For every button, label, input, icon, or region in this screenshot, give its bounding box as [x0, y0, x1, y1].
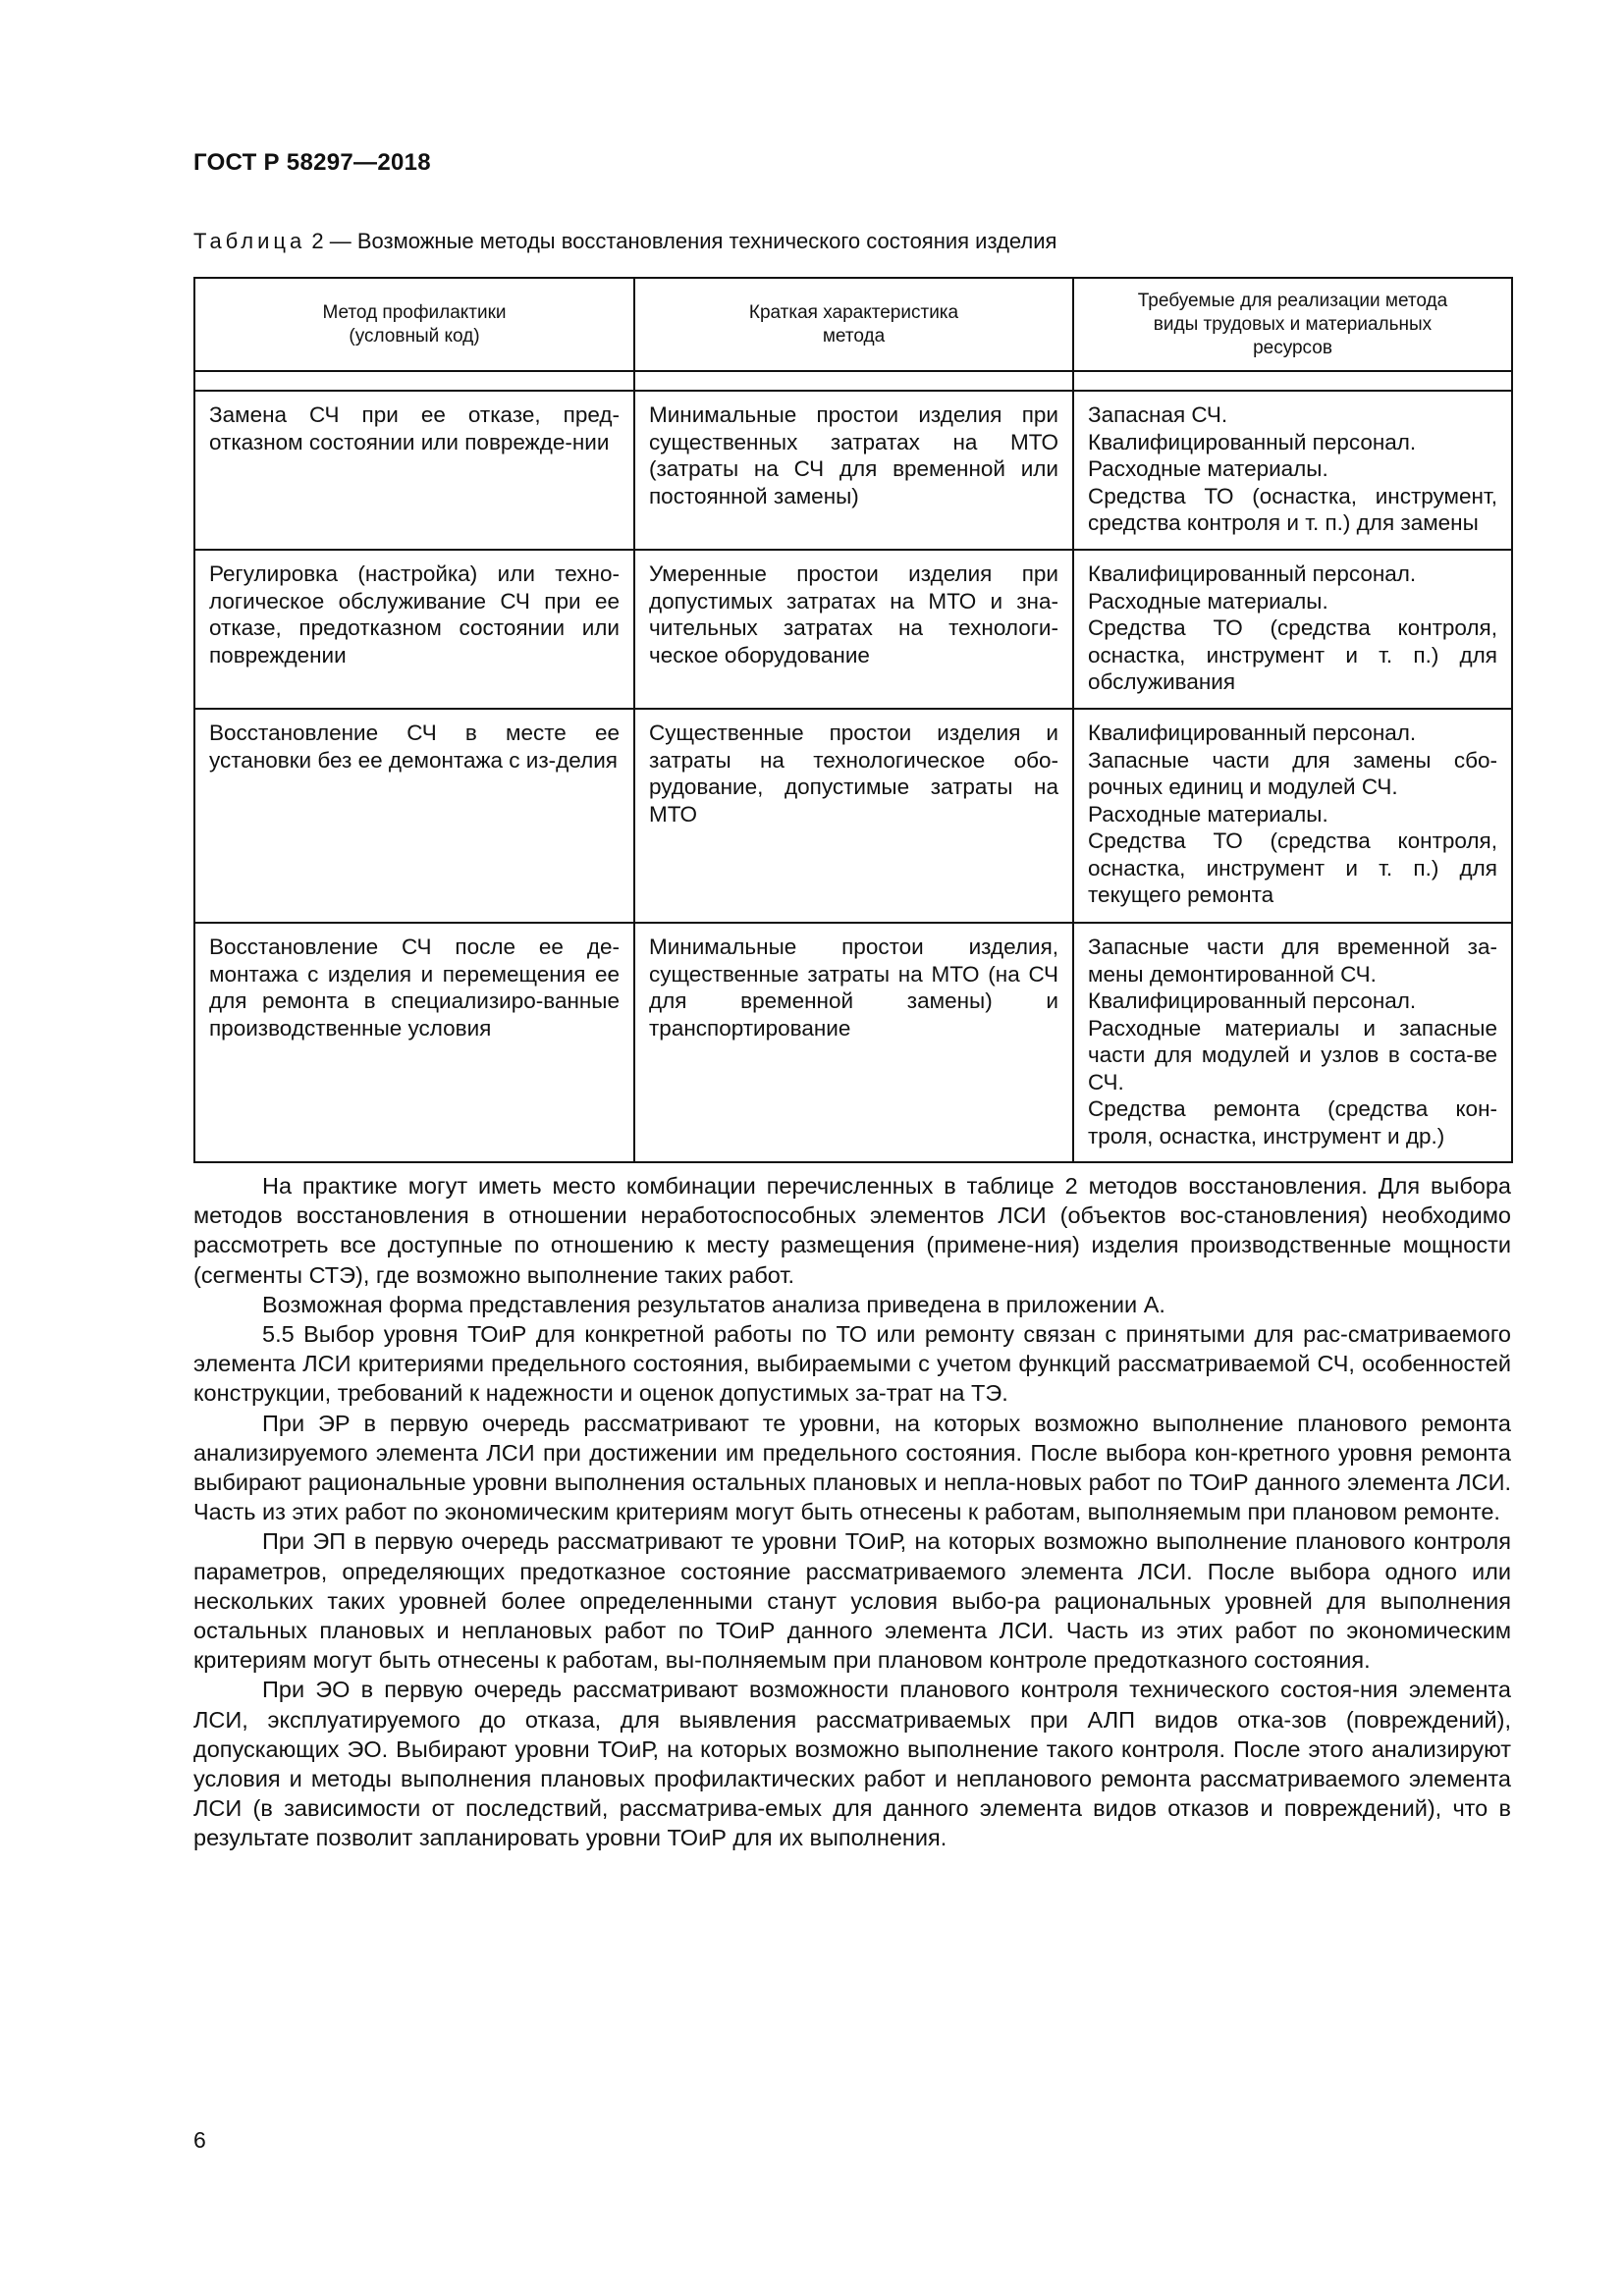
paragraph: 5.5 Выбор уровня ТОиР для конкретной работы по ТО или ремонту связан с принятыми для рас-сматриваемого элемента ЛСИ критериями предельного состояния, выбираемыми с учетом функций рассматриваемой СЧ, особенностей конструкции, требований к надежности и оценок допустимых за-трат на ТЭ.: [193, 1321, 1511, 1407]
standard-designation: ГОСТ Р 58297—2018: [193, 149, 431, 176]
resources-cell: [1073, 391, 1512, 550]
resource-item: Средства ремонта (средства кон-троля, оснастка, инструмент и др.): [1088, 1096, 1497, 1148]
page-number: 6: [193, 2127, 206, 2153]
resource-item: Запасная СЧ.: [1088, 402, 1228, 427]
resource-item: Запасные части для временной за-мены демонтированной СЧ.: [1088, 934, 1497, 987]
resource-item: Запасные части для замены сбо-рочных единиц и модулей СЧ.: [1088, 747, 1497, 799]
table-row: [194, 709, 1512, 923]
header-line: Требуемые для реализации метода: [1137, 290, 1448, 311]
resource-item: Квалифицированный персонал.: [1088, 429, 1417, 454]
method-cell: Замена СЧ при ее отказе, пред-отказном состоянии или поврежде-нии: [194, 391, 634, 550]
body-text: [193, 1171, 1511, 1853]
table-caption: [193, 229, 1056, 254]
resources-cell: [1073, 550, 1512, 709]
characteristic-cell: Минимальные простои изделия, существенные затраты на МТО (на СЧ для временной замены) и транспортирование: [634, 923, 1073, 1162]
header-line: ресурсов: [1253, 337, 1332, 358]
method-cell: Восстановление СЧ после ее де-монтажа с изделия и перемещения ее для ремонта в специализиро-ванные производственные условия: [194, 923, 634, 1162]
header-separator: [194, 371, 1512, 391]
header-line: (условный код): [349, 325, 480, 347]
method-cell: Регулировка (настройка) или техно-логическое обслуживание СЧ при ее отказе, предотказном состоянии или повреждении: [194, 550, 634, 709]
characteristic-cell: Минимальные простои изделия при существенных затратах на МТО (затраты на СЧ для временной или постоянной замены): [634, 391, 1073, 550]
header-line: виды трудовых и материальных: [1153, 313, 1433, 335]
column-header-method: [194, 278, 634, 371]
characteristic-cell: Существенные простои изделия и затраты на технологическое обо-рудование, допустимые затраты на МТО: [634, 709, 1073, 923]
resource-item: Квалифицированный персонал.: [1088, 988, 1417, 1013]
header-line: Краткая характеристика: [748, 301, 959, 323]
header-line: метода: [822, 325, 886, 347]
column-header-characteristic: [634, 278, 1073, 371]
resources-cell: [1073, 923, 1512, 1162]
paragraph: При ЭП в первую очередь рассматривают те уровни ТОиР, на которых возможно выполнение планового контроля параметров, определяющих предотказное состояние рассматриваемого элемента ЛСИ. После выбора одного или нескольких таких уровней более определенными станут условия выбо-ра рациональных уровней для выполнения остальных плановых и неплановых работ по ТОиР данного элемента ЛСИ. Часть из этих работ по экономическим критериям могут быть отнесены к работам, вы-полняемым при плановом контроле предотказного состояния.: [193, 1528, 1511, 1674]
paragraph: На практике могут иметь место комбинации перечисленных в таблице 2 методов восстановления. Для выбора методов восстановления в отношении неработоспособных элементов ЛСИ (объектов вос-становления) необходимо рассмотреть все доступные по отношению к месту размещения (примене-ния) изделия производственные мощности (сегменты СТЭ), где возможно выполнение таких работ.: [193, 1173, 1511, 1288]
resource-item: Средства ТО (средства контроля, оснастка, инструмент и т. п.) для обслуживания: [1088, 615, 1497, 694]
resource-item: Расходные материалы.: [1088, 456, 1328, 481]
resource-item: Расходные материалы.: [1088, 801, 1328, 827]
column-header-resources: [1073, 278, 1512, 371]
table-row: [194, 923, 1512, 1162]
table-header-row: [194, 278, 1512, 371]
resource-item: Квалифицированный персонал.: [1088, 561, 1417, 586]
resource-item: Расходные материалы.: [1088, 588, 1328, 614]
paragraph: Возможная форма представления результатов анализа приведена в приложении А.: [262, 1291, 1165, 1317]
characteristic-cell: Умеренные простои изделия при допустимых затратах на МТО и зна-чительных затратах на технологи-ческое оборудование: [634, 550, 1073, 709]
resource-item: Средства ТО (средства контроля, оснастка, инструмент и т. п.) для текущего ремонта: [1088, 828, 1497, 907]
method-cell: Восстановление СЧ в месте ее установки без ее демонтажа с из-делия: [194, 709, 634, 923]
table-row: [194, 550, 1512, 709]
header-line: Метод профилактики: [322, 301, 507, 323]
methods-table: [193, 277, 1513, 1163]
table-caption-label: Таблица: [193, 229, 306, 253]
resource-item: Средства ТО (оснастка, инструмент, средства контроля и т. п.) для замены: [1088, 483, 1497, 535]
resource-item: Расходные материалы и запасные части для модулей и узлов в соста-ве СЧ.: [1088, 1015, 1497, 1095]
resources-cell: [1073, 709, 1512, 923]
paragraph: При ЭО в первую очередь рассматривают возможности планового контроля технического состоя-ния элемента ЛСИ, эксплуатируемого до отказа, для выявления рассматриваемых при АЛП видов отка-зов (повреждений), допускающих ЭО. Выбирают уровни ТОиР, на которых возможно выполнение такого контроля. После этого анализируют условия и методы выполнения плановых профилактических работ и непланового ремонта рассматриваемого элемента ЛСИ (в зависимости от последствий, рассматрива-емых для данного элемента видов отказов и повреждений), что в результате позволит запланировать уровни ТОиР для их выполнения.: [193, 1677, 1511, 1851]
table-row: [194, 391, 1512, 550]
paragraph: При ЭР в первую очередь рассматривают те уровни, на которых возможно выполнение планового ремонта анализируемого элемента ЛСИ при достижении им предельного состояния. После выбора кон-кретного уровня ремонта выбирают рациональные уровни выполнения остальных плановых и непла-новых работ по ТОиР данного элемента ЛСИ. Часть из этих работ по экономическим критериям могут быть отнесены к работам, выполняемым при плановом ремонте.: [193, 1410, 1511, 1525]
resource-item: Квалифицированный персонал.: [1088, 721, 1417, 745]
table-caption-text: 2 — Возможные методы восстановления технического состояния изделия: [305, 229, 1057, 253]
